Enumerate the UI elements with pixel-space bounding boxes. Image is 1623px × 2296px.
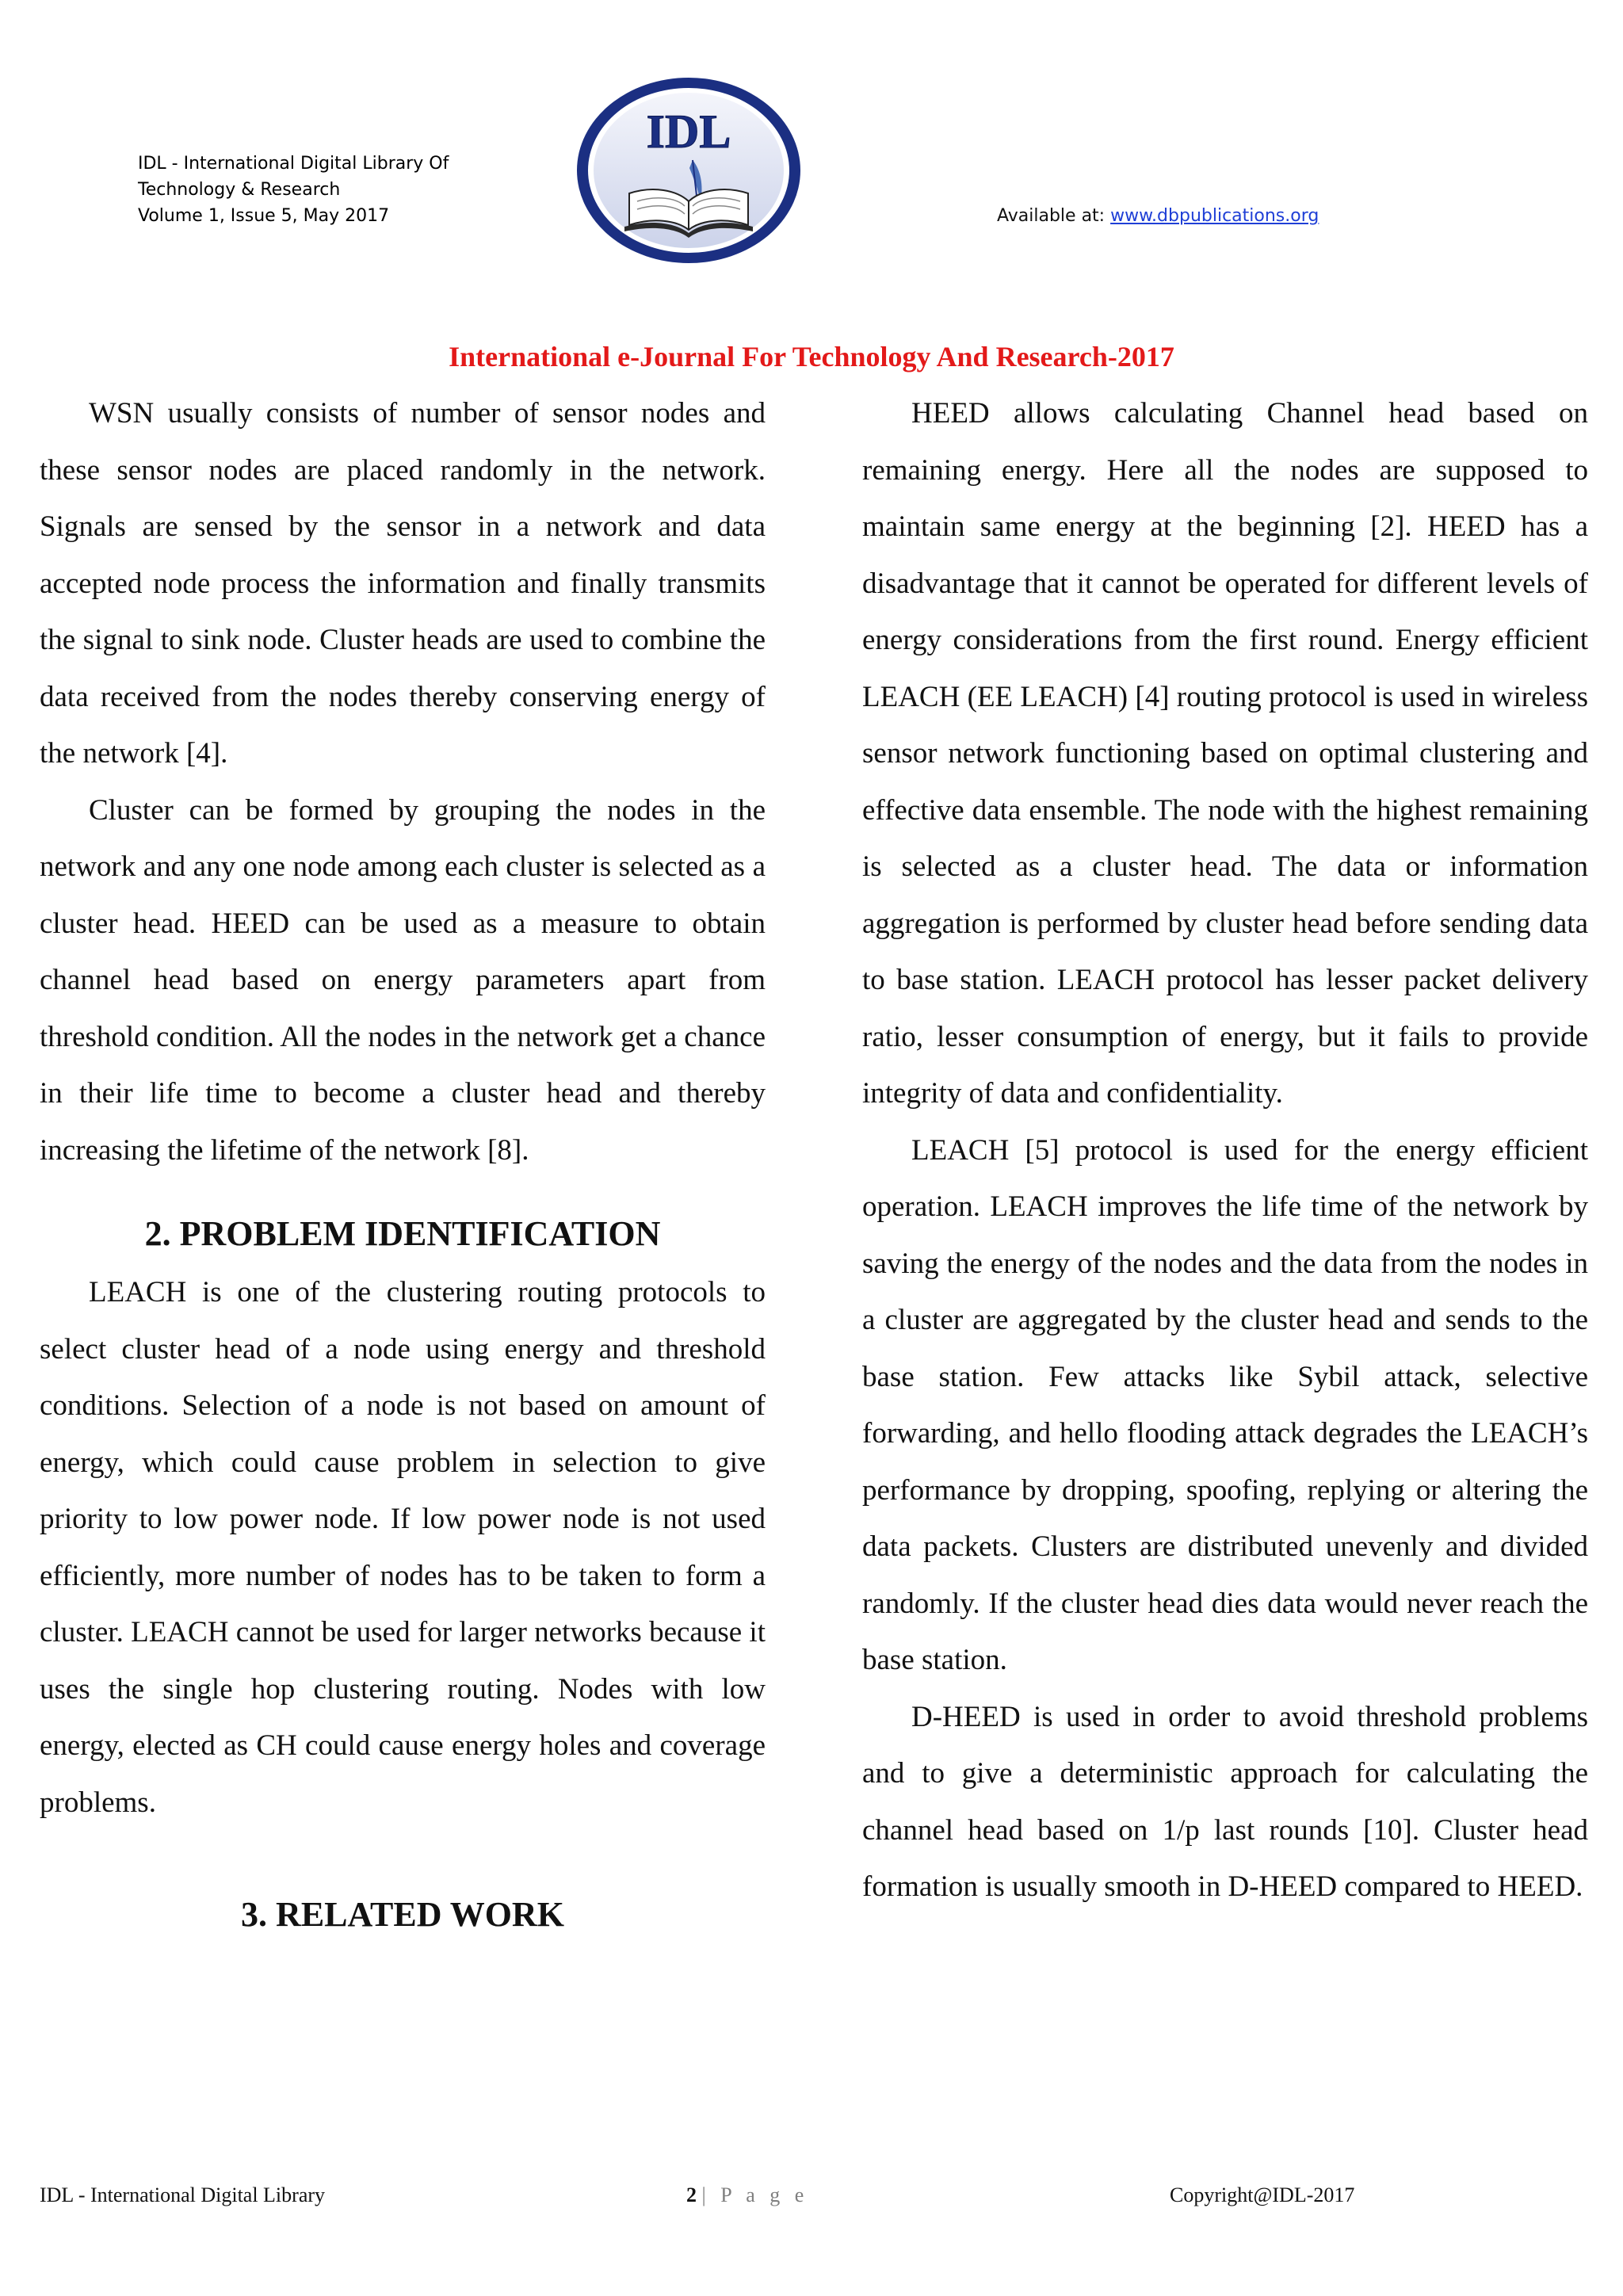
paragraph: Cluster can be formed by grouping the nodes in the network and any one node among each cluster is selected as a cluster head. HEED can be used as a measure to obtain channel head based on energy parameters apart from threshold condition. All the nodes in the network get a chance in their life time to become a cluster head and thereby increasing the lifetime of the network [8]. <box>40 793 766 1167</box>
right-column <box>862 385 1588 1916</box>
journal-header-info <box>138 151 449 229</box>
section-heading-problem-identification: 2. PROBLEM IDENTIFICATION <box>144 1214 661 1253</box>
page-number: 2 <box>686 2183 697 2206</box>
paragraph: LEACH [5] protocol is used for the energy efficient operation. LEACH improves the life time of the network by saving the energy of the nodes and the data from the nodes in a cluster are aggregated by the cluster head and sends to the base station. Few attacks like Sybil attack, selective forwarding, and hello flooding attack degrades the LEACH’s performance by dropping, spoofing, replying or altering the data packets. Clusters are distributed unevenly and divided randomly. If the cluster head dies data would never reach the base station. <box>862 1133 1588 1676</box>
header-line: Technology & Research <box>138 180 341 200</box>
footer-page-indicator <box>686 2179 808 2211</box>
paragraph: HEED allows calculating Channel head based on remaining energy. Here all the nodes are supposed to maintain same energy at the beginning [2]. HEED has a disadvantage that it cannot be operated for different levels of energy considerations from the first round. Energy efficient LEACH (EE LEACH) [4] routing protocol is used in wireless sensor network functioning based on optimal clustering and effective data ensemble. The node with the highest remaining is selected as a cluster head. The data or information aggregation is performed by cluster head before sending data to base station. LEACH protocol has lesser packet delivery ratio, lesser consumption of energy, but it fails to provide integrity of data and confidentiality. <box>862 397 1588 1110</box>
paragraph: WSN usually consists of number of sensor nodes and these sensor nodes are placed randomly in the network. Signals are sensed by the sensor in a network and data accepted node process the information and finally transmits the signal to sink node. Cluster heads are used to combine the data received from the nodes thereby conserving energy of the network [4]. <box>40 397 766 770</box>
availability-line <box>997 203 1319 229</box>
journal-title: International e-Journal For Technology And Research-2017 <box>449 341 1174 372</box>
header-line: IDL - International Digital Library Of <box>138 154 449 174</box>
idl-logo <box>574 74 804 266</box>
header-line: Volume 1, Issue 5, May 2017 <box>138 206 390 226</box>
left-column <box>40 385 766 1939</box>
page-label: | P a g e <box>701 2183 809 2206</box>
footer-library-name: IDL - International Digital Library <box>40 2183 326 2206</box>
paragraph: D-HEED is used in order to avoid threshold problems and to give a deterministic approach for calculating the channel head based on 1/p last rounds [10]. Cluster head formation is usually smooth in D-HEED compared to HEED. <box>862 1700 1588 1903</box>
page-footer <box>0 2179 1623 2211</box>
paragraph: LEACH is one of the clustering routing protocols to select cluster head of a node using energy and threshold conditions. Selection of a node is not based on amount of energy, which could cause problem in selection to give priority to low power node. If low power node is not used efficiently, more number of nodes has to be taken to form a cluster. LEACH cannot be used for larger networks because it uses the single hop clustering routing. Nodes with low energy, elected as CH could cause energy holes and coverage problems. <box>40 1276 766 1819</box>
publisher-link[interactable]: www.dbpublications.org <box>1110 206 1319 226</box>
logo-text: IDL <box>646 105 731 158</box>
section-heading-related-work: 3. RELATED WORK <box>241 1895 564 1934</box>
footer-copyright: Copyright@IDL-2017 <box>1170 2183 1355 2206</box>
availability-prefix: Available at: <box>997 206 1111 226</box>
